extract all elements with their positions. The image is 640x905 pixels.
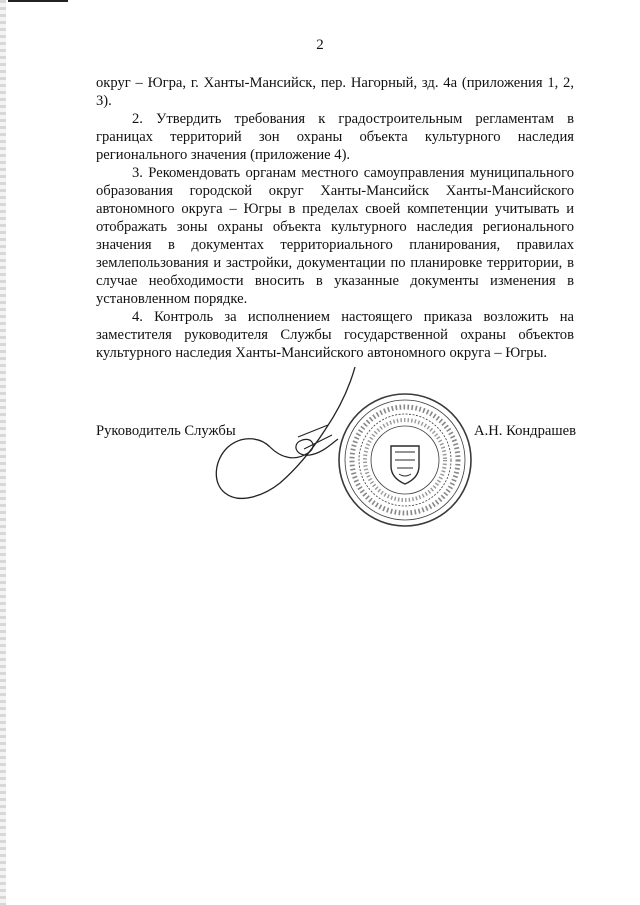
signatory-name: А.Н. Кондрашев — [474, 423, 576, 439]
signatory-title: Руководитель Службы — [96, 423, 236, 439]
page-number: 2 — [316, 37, 324, 53]
paragraph-continuation: округ – Югра, г. Ханты-Мансийск, пер. Нагорный, зд. 4а (приложения 1, 2, 3). — [96, 75, 574, 109]
handwritten-signature — [200, 365, 380, 525]
page-edge-shadow — [0, 0, 6, 905]
document-body — [96, 74, 574, 362]
top-edge-mark — [8, 0, 68, 2]
paragraph-item-3: 3. Рекомендовать органам местного самоуправления муниципального образования городской округ Ханты-Мансийск Ханты-Мансийского автономного округа – Югры в пределах своей компетенции учитывать и отображать зоны охраны объекта культурного наследия регионального значения в документах территориального планирования, правилах землепользования и застройки, документации по планировке территории, в случае необходимости вносить в указанные документы изменения в установленном порядке. — [96, 165, 574, 307]
paragraph-item-4: 4. Контроль за исполнением настоящего приказа возложить на заместителя руководителя Службы государственной охраны объектов культурного наследия Ханты-Мансийского автономного округа – Югры. — [96, 309, 574, 361]
paragraph-item-2: 2. Утвердить требования к градостроительным регламентам в границах территорий зон охраны объекта культурного наследия регионального значения (приложение 4). — [96, 111, 574, 163]
